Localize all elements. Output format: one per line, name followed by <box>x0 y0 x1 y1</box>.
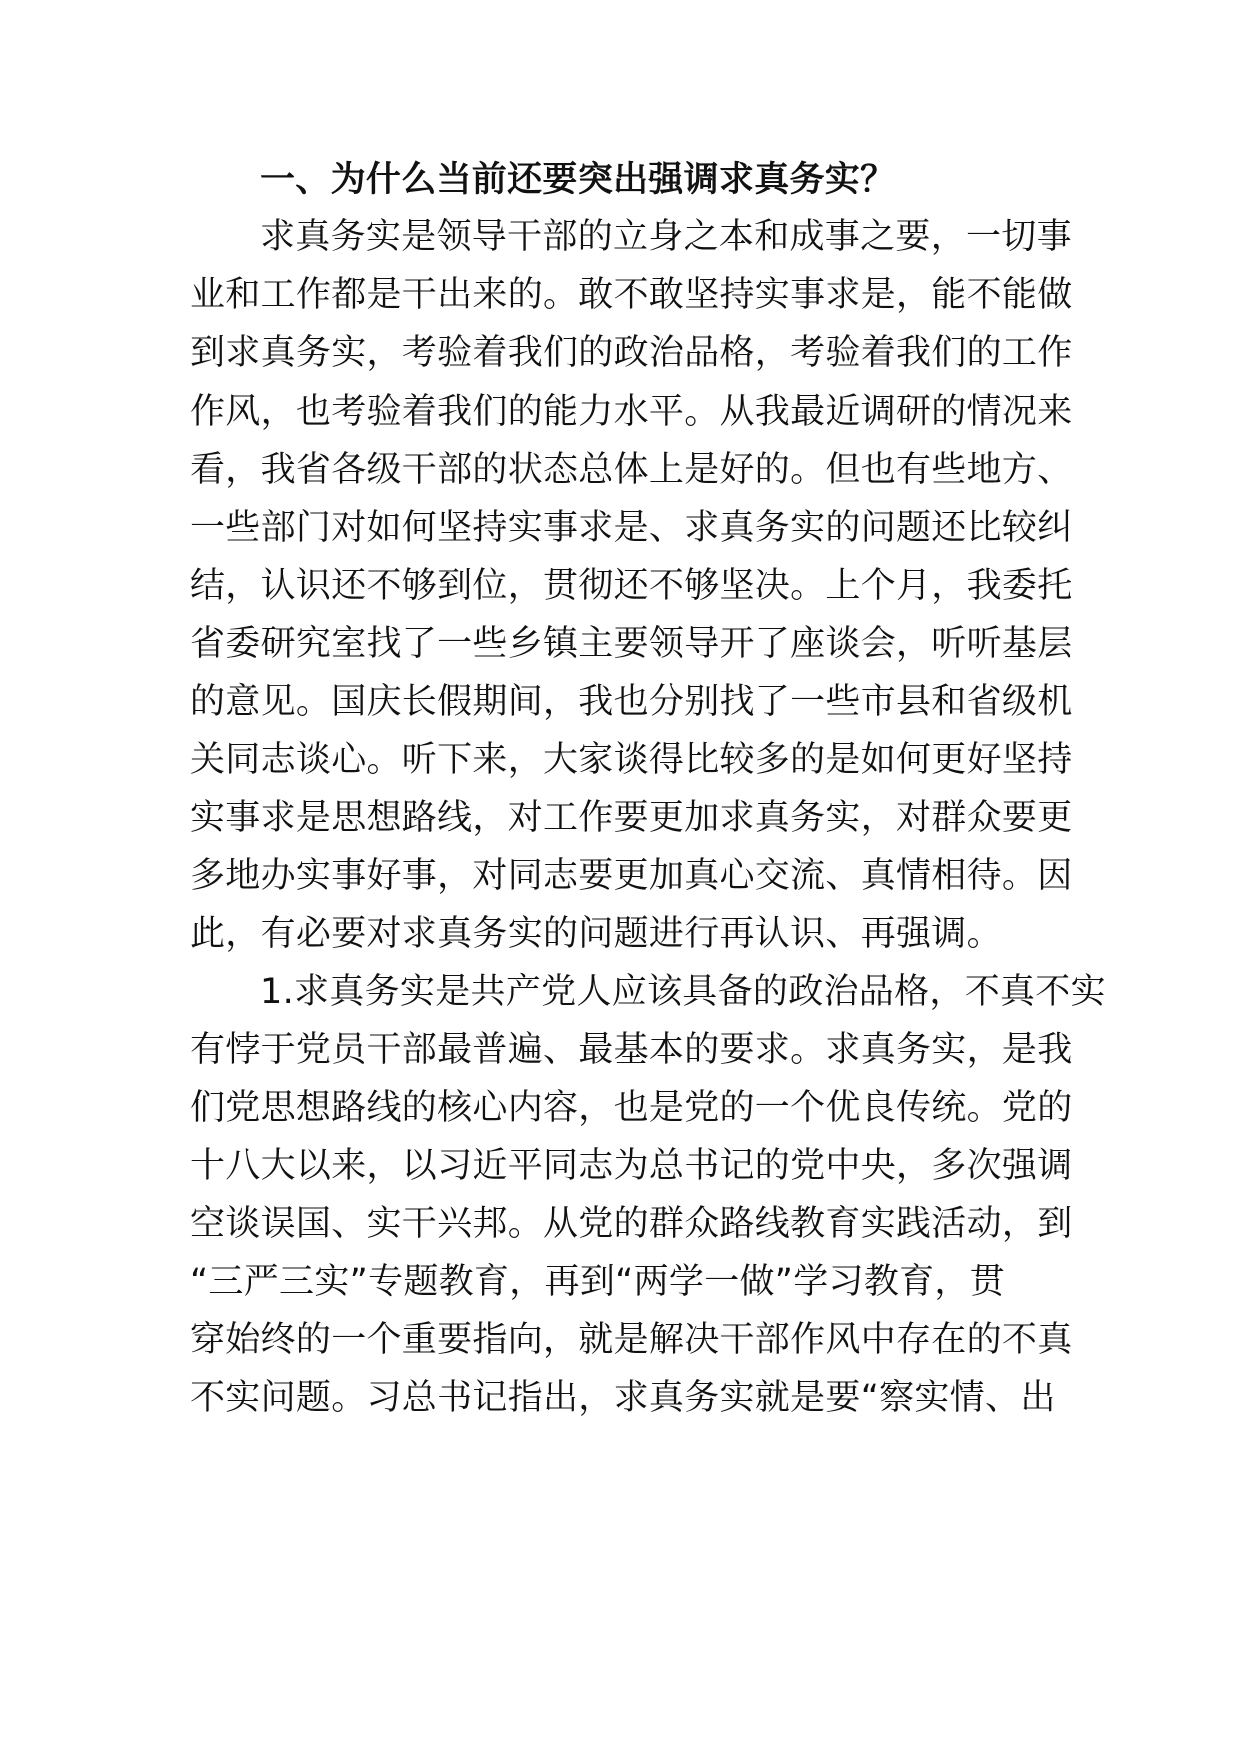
paragraph-line: 求真务实是领导干部的立身之本和成事之要，一切事 <box>260 217 1072 257</box>
paragraph-line: 空谈误国、实干兴邦。从党的群众路线教育实践活动，到 <box>190 1204 1073 1244</box>
paragraph-line: 十八大以来，以习近平同志为总书记的党中央，多次强调 <box>190 1146 1073 1186</box>
paragraph-line: 有悖于党员干部最普遍、最基本的要求。求真务实，是我 <box>190 1030 1073 1070</box>
paragraph-line: 省委研究室找了一些乡镇主要领导开了座谈会，听听基层 <box>190 624 1073 664</box>
paragraph-line: 此，有必要对求真务实的问题进行再认识、再强调。 <box>190 914 1002 954</box>
section-heading: 一、为什么当前还要突出强调求真务实？ <box>260 160 896 200</box>
paragraph-line: 业和工作都是干出来的。敢不敢坚持实事求是，能不能做 <box>190 275 1073 315</box>
paragraph-line: 一些部门对如何坚持实事求是、求真务实的问题还比较纠 <box>190 508 1073 548</box>
paragraph-line: 多地办实事好事，对同志要更加真心交流、真情相待。因 <box>190 856 1073 896</box>
paragraph-line: 结，认识还不够到位，贯彻还不够坚决。上个月，我委托 <box>190 566 1073 606</box>
paragraph-line: 作风，也考验着我们的能力水平。从我最近调研的情况来 <box>190 392 1073 432</box>
paragraph-line: 1.求真务实是共产党人应该具备的政治品格，不真不实 <box>260 972 1106 1012</box>
paragraph-line: 们党思想路线的核心内容，也是党的一个优良传统。党的 <box>190 1088 1073 1128</box>
paragraph-line: 关同志谈心。听下来，大家谈得比较多的是如何更好坚持 <box>190 740 1073 780</box>
paragraph-line: 不实问题。习总书记指出，求真务实就是要“察实情、出 <box>190 1378 1056 1418</box>
paragraph-line: 实事求是思想路线，对工作要更加求真务实，对群众要更 <box>190 798 1073 838</box>
paragraph-line: 到求真务实，考验着我们的政治品格，考验着我们的工作 <box>190 333 1073 373</box>
paragraph-line: 的意见。国庆长假期间，我也分别找了一些市县和省级机 <box>190 682 1073 722</box>
paragraph-line: 看，我省各级干部的状态总体上是好的。但也有些地方、 <box>190 450 1073 490</box>
paragraph-line: 穿始终的一个重要指向，就是解决干部作风中存在的不真 <box>190 1320 1073 1360</box>
paragraph-line: “三严三实”专题教育，再到“两学一做”学习教育，贯 <box>190 1262 1006 1302</box>
